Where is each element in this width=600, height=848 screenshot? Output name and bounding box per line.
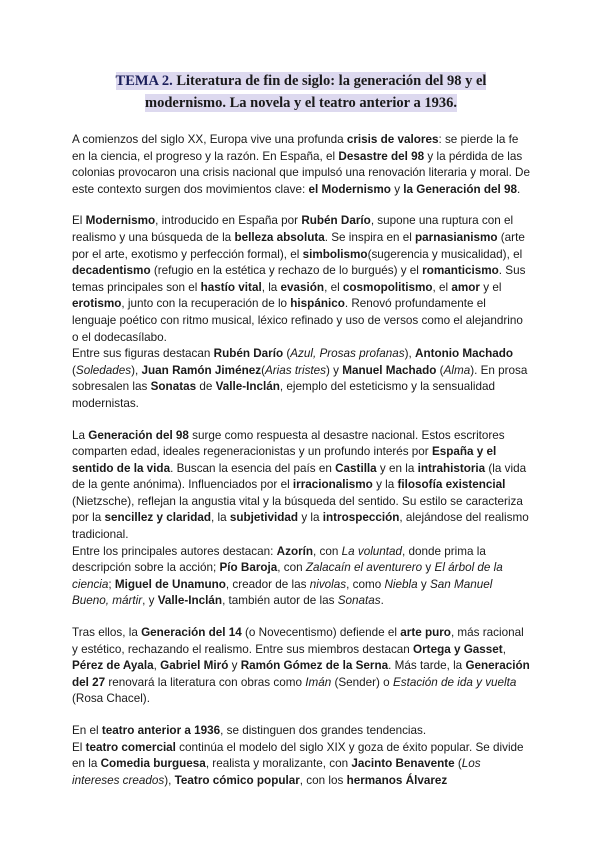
text-run: , [153,659,161,673]
page-title [72,70,530,114]
text-run: hastío vital [200,280,262,294]
text-run: belleza absoluta [234,230,325,244]
paragraph-teatro-intro [72,723,530,740]
text-run: Teatro cómico popular [174,773,300,787]
text-run: (arte por el arte, exotismo y perfección formal), el [72,230,525,261]
text-run: Los intereses creados [72,757,481,787]
text-run: Estación de ida y vuelta [392,675,517,689]
text-run: renovará la literatura con obras como [105,675,306,689]
text-run: (Sender) o [331,675,393,689]
text-run: . Sus temas principales son el [72,264,526,294]
text-run: , alejándose del realismo tradicional. [72,511,529,542]
text-run: Rubén Darío [213,347,284,361]
text-run: Ramón Gómez de la Serna [240,659,389,673]
text-run: Generación del 98 [88,428,189,442]
text-run: En el [72,724,102,737]
text-run: subjetividad [229,511,299,525]
text-run: (la vida de la gente anónima). Influenciados por el [72,461,527,492]
text-run: Sonatas [337,594,381,608]
paragraph-modernismo [72,213,530,346]
paragraph-generacion-98 [72,428,530,544]
text-run: Desastre del 98 [338,149,425,163]
text-run: y la [372,478,398,492]
text-run: y [228,659,241,673]
text-run: Pérez de Ayala [72,659,154,673]
text-run: El árbol de la ciencia [72,561,503,591]
text-run: Generación del 27 [72,659,530,689]
title-prefix: TEMA 2. [115,73,173,89]
text-run: , también autor de las [222,594,338,608]
text-run: y en la [376,461,418,475]
text-run: (sugerencia y musicalidad), el [367,247,523,261]
text-run: Manuel Machado [342,363,437,377]
text-run: , ejemplo del esteticismo y la sensualidad modernistas. [72,380,495,410]
text-run: , el [432,280,452,294]
text-run: Niebla [384,577,418,591]
text-run: El [72,214,86,228]
text-run: ) y [326,363,343,377]
text-run: Alma [443,363,471,377]
text-run: Soledades [75,363,132,377]
text-run: Rubén Darío [301,214,371,228]
text-run: , como [346,577,385,591]
text-run: ), [404,347,415,361]
text-run: , con los [299,773,347,787]
text-run: surge como respuesta al desastre nacional. Estos escritores comparten edad, ideales regeneracionistas y un profundo interés por [72,428,505,459]
text-run: , con [277,561,306,575]
paragraph-generacion-14 [72,625,530,708]
text-run: ( [283,347,291,361]
text-run: , [502,642,506,656]
text-run: irracionalismo [292,478,373,492]
text-run: teatro comercial [85,740,176,754]
text-run: , la [261,280,281,294]
text-run: evasión [280,280,325,294]
text-run: Jacinto Benavente [351,757,455,771]
text-run: , supone una ruptura con el realismo y una búsqueda de la [72,214,514,244]
text-run: Comedia burguesa [100,757,206,771]
text-run: . Más tarde, la [388,659,466,673]
text-run: filosofía existencial [397,478,506,492]
text-run: romanticismo [422,264,499,278]
text-run: ; [108,577,115,591]
text-run: España y el sentido de la vida [72,445,497,475]
text-run: simbolismo [302,247,368,261]
text-run: , junto con la recuperación de lo [121,297,291,311]
text-run: . [516,182,521,196]
text-run: introspección [322,511,400,525]
title-line-2: modernismo. La novela y el teatro anterior a 1936. [145,95,457,111]
text-run: intrahistoria [417,461,486,475]
text-run: Generación del 14 [141,626,242,640]
text-run: y [422,561,435,575]
text-run: ( [436,363,444,377]
text-run: hispánico [290,297,345,311]
text-run: A comienzos del siglo XX, Europa vive una profunda [72,133,347,146]
document-page [72,70,530,804]
text-run: Pío Baroja [219,561,278,575]
text-run: y el [479,280,502,294]
text-run: Miguel de Unamuno [114,577,226,591]
text-run: Antonio Machado [415,347,514,361]
text-run: , el [324,280,343,294]
text-run: parnasianismo [415,230,498,244]
text-run: , se distinguen dos grandes tendencias. [220,724,427,737]
text-run: , y [142,594,158,608]
paragraph-teatro-comercial [72,740,530,790]
text-run: : se pierde la fe en la ciencia, el progreso y la razón. En España, el [72,133,519,163]
text-run: Azul, Prosas profanas [290,347,405,361]
text-run: Zalacaín el aventurero [305,561,423,575]
text-run: , donde prima la descripción sobre la acción; [72,544,486,575]
text-run: teatro anterior a 1936 [101,724,221,737]
text-run: erotismo [72,297,122,311]
text-run: San Manuel Bueno, mártir [72,577,493,608]
text-run: ( [261,363,265,377]
text-run: Castilla [335,461,377,475]
text-run: la Generación del 98 [403,182,517,196]
text-run: sencillez y claridad [104,511,212,525]
title-highlight [116,72,487,90]
text-run: Arias tristes [264,363,327,377]
text-run: . Buscan la esencia del país en [170,461,336,475]
text-run: crisis de valores [346,133,439,146]
text-run: , más racional y estético, rechazando el realismo. Entre sus miembros destacan [72,626,524,656]
text-run: ( [72,363,76,377]
text-run: el Modernismo [308,182,391,196]
text-run: . Renovó profundamente el lenguaje poético con ritmo musical, léxico refinado y uso de versos como el alejandrino o el dodecasílabo. [72,297,523,344]
text-run: y la [298,511,323,525]
text-run: y [390,182,404,196]
text-run: Sonatas [150,380,197,394]
text-run: Juan Ramón Jiménez [141,363,262,377]
text-run: ), [131,363,142,377]
text-run: Modernismo [85,214,156,228]
text-run: ). En prosa sobresalen las [72,363,528,394]
text-run: de [196,380,216,394]
paragraph-generacion-98-autores [72,544,530,610]
text-run: y la pérdida de las colonias provocaron una crisis nacional que impulsó una renovación literaria y moral. De este contexto surgen dos movimientos clave: [72,149,530,196]
text-run: Entre sus figuras destacan [72,347,214,361]
text-run: (refugio en la estética y rechazo de lo burgués) y el [150,264,423,278]
text-run: cosmopolitismo [342,280,433,294]
paragraph-modernismo-figuras [72,346,530,412]
text-run: , creador de las [225,577,310,591]
text-run: Valle-Inclán [215,380,280,394]
text-run: Tras ellos, la [72,626,142,640]
text-run: hermanos Álvarez [346,773,448,787]
text-run: La [72,428,89,442]
text-run: , realista y moralizante, con [205,757,352,771]
text-run: ( [454,757,462,771]
text-run: . Se inspira en el [324,230,416,244]
text-run: continúa el modelo del siglo XIX y goza de éxito popular. Se divide en la [72,740,524,771]
text-run: amor [451,280,480,294]
title-line-1: Literatura de fin de siglo: la generación del 98 y el [172,73,487,89]
text-run: nivolas [309,577,347,591]
text-run: . [380,594,384,608]
text-run: Ortega y Gasset [413,642,503,656]
text-run: decadentismo [72,264,151,278]
text-run: arte puro [400,626,451,640]
text-run: (Nietzsche), reflejan la angustia vital y la búsqueda del sentido. Su estilo se caracteriza por la [72,494,523,525]
text-run: Azorín [276,544,314,558]
text-run: ), [164,773,175,787]
paragraph-intro [72,132,530,198]
text-run: , introducido en España por [155,214,302,228]
text-run: Entre los principales autores destacan: [72,544,277,558]
text-run: (Rosa Chacel). [72,692,150,706]
text-run: (o Novecentismo) defiende el [241,626,401,640]
text-run: Imán [305,675,332,689]
text-run: , la [211,511,230,525]
text-run: y [417,577,430,591]
text-run: , con [313,544,342,558]
text-run: Valle-Inclán [157,594,223,608]
text-run: El [72,740,86,754]
text-run: La voluntad [341,544,403,558]
text-run: Gabriel Miró [160,659,229,673]
